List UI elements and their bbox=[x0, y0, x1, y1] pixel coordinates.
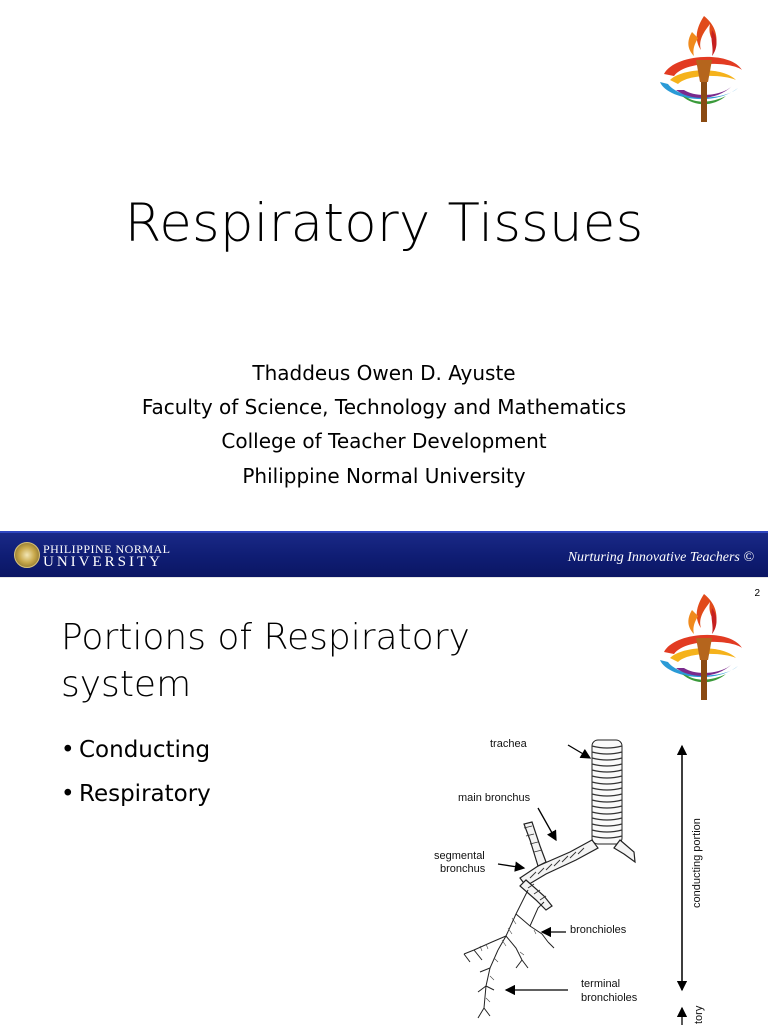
label-respiratory-portion: tory bbox=[693, 1005, 705, 1024]
author-name: Thaddeus Owen D. Ayuste bbox=[252, 361, 516, 385]
label-segmental-line1: segmental bbox=[434, 850, 485, 862]
bullet-list bbox=[61, 728, 211, 816]
label-trachea: trachea bbox=[490, 738, 527, 750]
content-slide bbox=[0, 577, 768, 1025]
footer-logo-line1: PHILIPPINE NORMAL bbox=[43, 542, 171, 556]
airway-illustration bbox=[420, 728, 730, 1025]
footer-logo-line2: UNIVERSITY bbox=[43, 554, 163, 570]
slide-title-line1: Portions of Respiratory bbox=[61, 617, 470, 658]
list-item bbox=[61, 728, 211, 772]
university-seal-icon bbox=[14, 542, 40, 568]
label-bronchioles: bronchioles bbox=[570, 924, 627, 936]
slide-title bbox=[61, 614, 470, 708]
college-name: College of Teacher Development bbox=[221, 429, 547, 453]
label-terminal-line1: terminal bbox=[581, 978, 621, 990]
label-segmental-line2: bronchus bbox=[440, 863, 486, 875]
bullet-text: Respiratory bbox=[79, 781, 211, 807]
torch-logo-icon bbox=[652, 588, 748, 706]
footer-motto: Nurturing Innovative Teachers © bbox=[567, 550, 754, 565]
bullet-icon: • bbox=[61, 781, 75, 807]
list-item bbox=[61, 772, 211, 816]
footer-banner bbox=[0, 531, 768, 577]
airway-diagram bbox=[420, 728, 730, 1025]
label-terminal-bronchioles bbox=[581, 977, 637, 1005]
university-name: Philippine Normal University bbox=[242, 464, 526, 488]
slide-title: Respiratory Tissues bbox=[124, 193, 644, 254]
slide-title-line2: system bbox=[61, 664, 192, 705]
bullet-text: Conducting bbox=[79, 737, 211, 763]
label-conducting-portion: conducting portion bbox=[691, 818, 703, 908]
footer-stripe bbox=[0, 531, 768, 533]
torch-logo-icon bbox=[652, 10, 748, 128]
label-main-bronchus: main bronchus bbox=[458, 792, 531, 804]
label-segmental-bronchus bbox=[434, 850, 485, 876]
bullet-icon: • bbox=[61, 737, 75, 763]
label-terminal-line2: bronchioles bbox=[581, 992, 638, 1004]
page-number: 2 bbox=[754, 588, 760, 599]
faculty-name: Faculty of Science, Technology and Mathematics bbox=[141, 395, 627, 419]
